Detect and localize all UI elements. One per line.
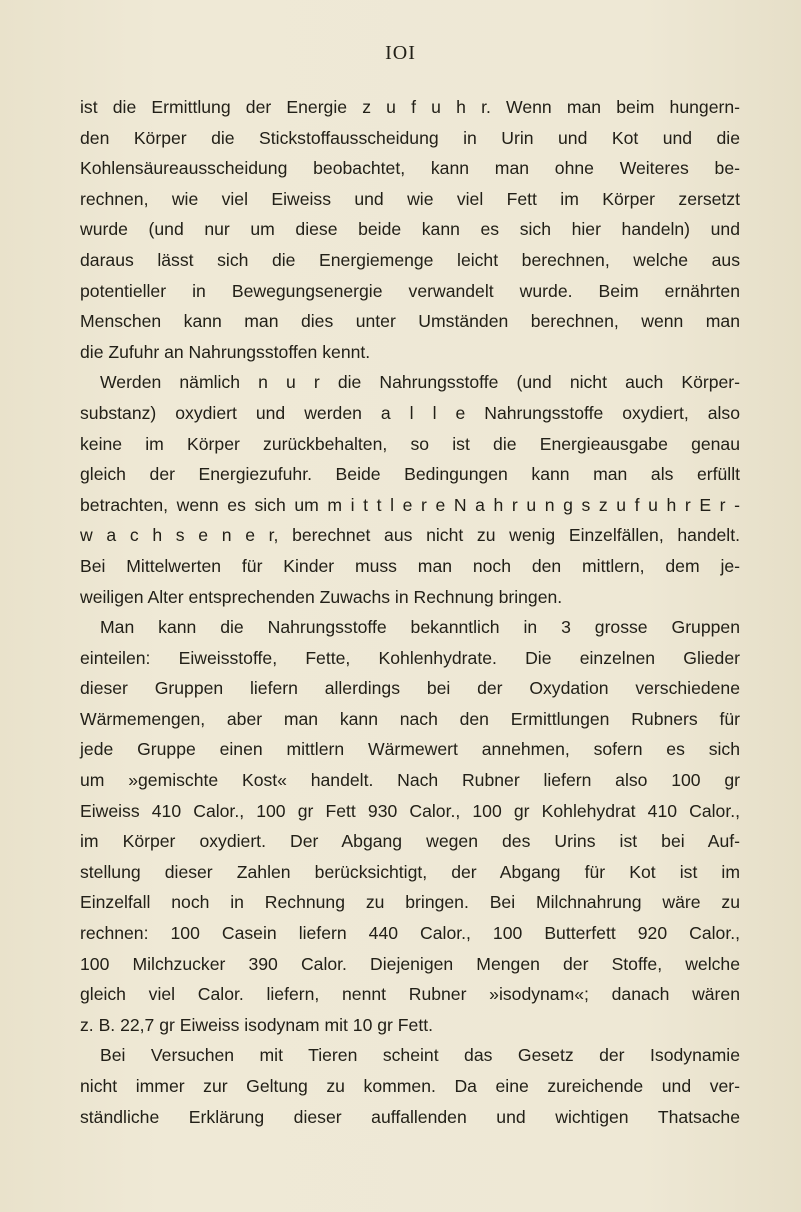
text-line: daraus lässt sich die Energiemenge leicht berechnen, welche aus xyxy=(80,249,740,270)
text-line: weiligen Alter entsprechenden Zuwachs in Rechnung bringen. xyxy=(80,586,563,607)
text-line: rechnen: 100 Casein liefern 440 Calor., 100 Butterfett 920 Calor., xyxy=(80,923,740,944)
text-line: betrachten, wenn es sich um m i t t l e r e N a h r u n g s z u f u h r E r - xyxy=(80,494,740,515)
text-line: den Körper die Stickstoffausscheidung in Urin und Kot und die xyxy=(80,127,740,148)
text-line: gleich der Energiezufuhr. Beide Bedingungen kann man als erfüllt xyxy=(80,464,740,485)
text-line: wurde (und nur um diese beide kann es sich hier handeln) und xyxy=(80,219,740,240)
text-line: einteilen: Eiweisstoffe, Fette, Kohlenhydrate. Die einzelnen Glieder xyxy=(80,647,740,668)
text-line: substanz) oxydiert und werden a l l e Nahrungsstoffe oxydiert, also xyxy=(80,402,740,423)
text-line: stellung dieser Zahlen berücksichtigt, der Abgang für Kot ist im xyxy=(80,861,740,882)
text-line: die Zufuhr an Nahrungsstoffen kennt. xyxy=(80,341,371,362)
text-line: w a c h s e n e r, berechnet aus nicht zu wenig Einzelfällen, handelt. xyxy=(80,525,740,546)
text-line: Einzelfall noch in Rechnung zu bringen. Bei Milchnahrung wäre zu xyxy=(80,892,740,913)
text-line: Man kann die Nahrungsstoffe bekanntlich in 3 grosse Gruppen xyxy=(100,617,740,638)
text-line: keine im Körper zurückbehalten, so ist die Energieausgabe genau xyxy=(80,433,740,454)
text-line: Bei Mittelwerten für Kinder muss man noch den mittlern, dem je- xyxy=(80,555,740,576)
text-line: Werden nämlich n u r die Nahrungsstoffe (und nicht auch Körper- xyxy=(100,372,740,393)
text-line: im Körper oxydiert. Der Abgang wegen des Urins ist bei Auf- xyxy=(80,831,740,852)
text-line: Eiweiss 410 Calor., 100 gr Fett 930 Calor., 100 gr Kohlehydrat 410 Calor., xyxy=(80,800,740,821)
text-line: gleich viel Calor. liefern, nennt Rubner »isodynam«; danach wären xyxy=(80,984,740,1005)
text-line: Menschen kann man dies unter Umständen berechnen, wenn man xyxy=(80,311,740,332)
page-number: IOI xyxy=(385,42,416,64)
text-line: Bei Versuchen mit Tieren scheint das Gesetz der Isodynamie xyxy=(100,1045,740,1066)
text-line: Wärmemengen, aber man kann nach den Ermittlungen Rubners für xyxy=(80,708,740,729)
text-line: dieser Gruppen liefern allerdings bei der Oxydation verschiedene xyxy=(80,678,740,699)
text-line: 100 Milchzucker 390 Calor. Diejenigen Mengen der Stoffe, welche xyxy=(80,953,740,974)
text-line: jede Gruppe einen mittlern Wärmewert annehmen, sofern es sich xyxy=(80,739,740,760)
text-line: ständliche Erklärung dieser auffallenden und wichtigen Thatsache xyxy=(80,1106,740,1127)
text-line: z. B. 22,7 gr Eiweiss isodynam mit 10 gr Fett. xyxy=(80,1014,433,1035)
text-line: rechnen, wie viel Eiweiss und wie viel Fett im Körper zersetzt xyxy=(80,188,740,209)
text-line: um »gemischte Kost« handelt. Nach Rubner liefern also 100 gr xyxy=(80,770,740,791)
body-text xyxy=(80,92,740,1132)
text-line: ist die Ermittlung der Energie z u f u h r. Wenn man beim hungern- xyxy=(80,97,740,117)
text-line: potentieller in Bewegungsenergie verwandelt wurde. Beim ernährten xyxy=(80,280,740,301)
text-line: Kohlensäureausscheidung beobachtet, kann man ohne Weiteres be- xyxy=(80,158,740,179)
text-line: nicht immer zur Geltung zu kommen. Da eine zureichende und ver- xyxy=(80,1076,740,1096)
